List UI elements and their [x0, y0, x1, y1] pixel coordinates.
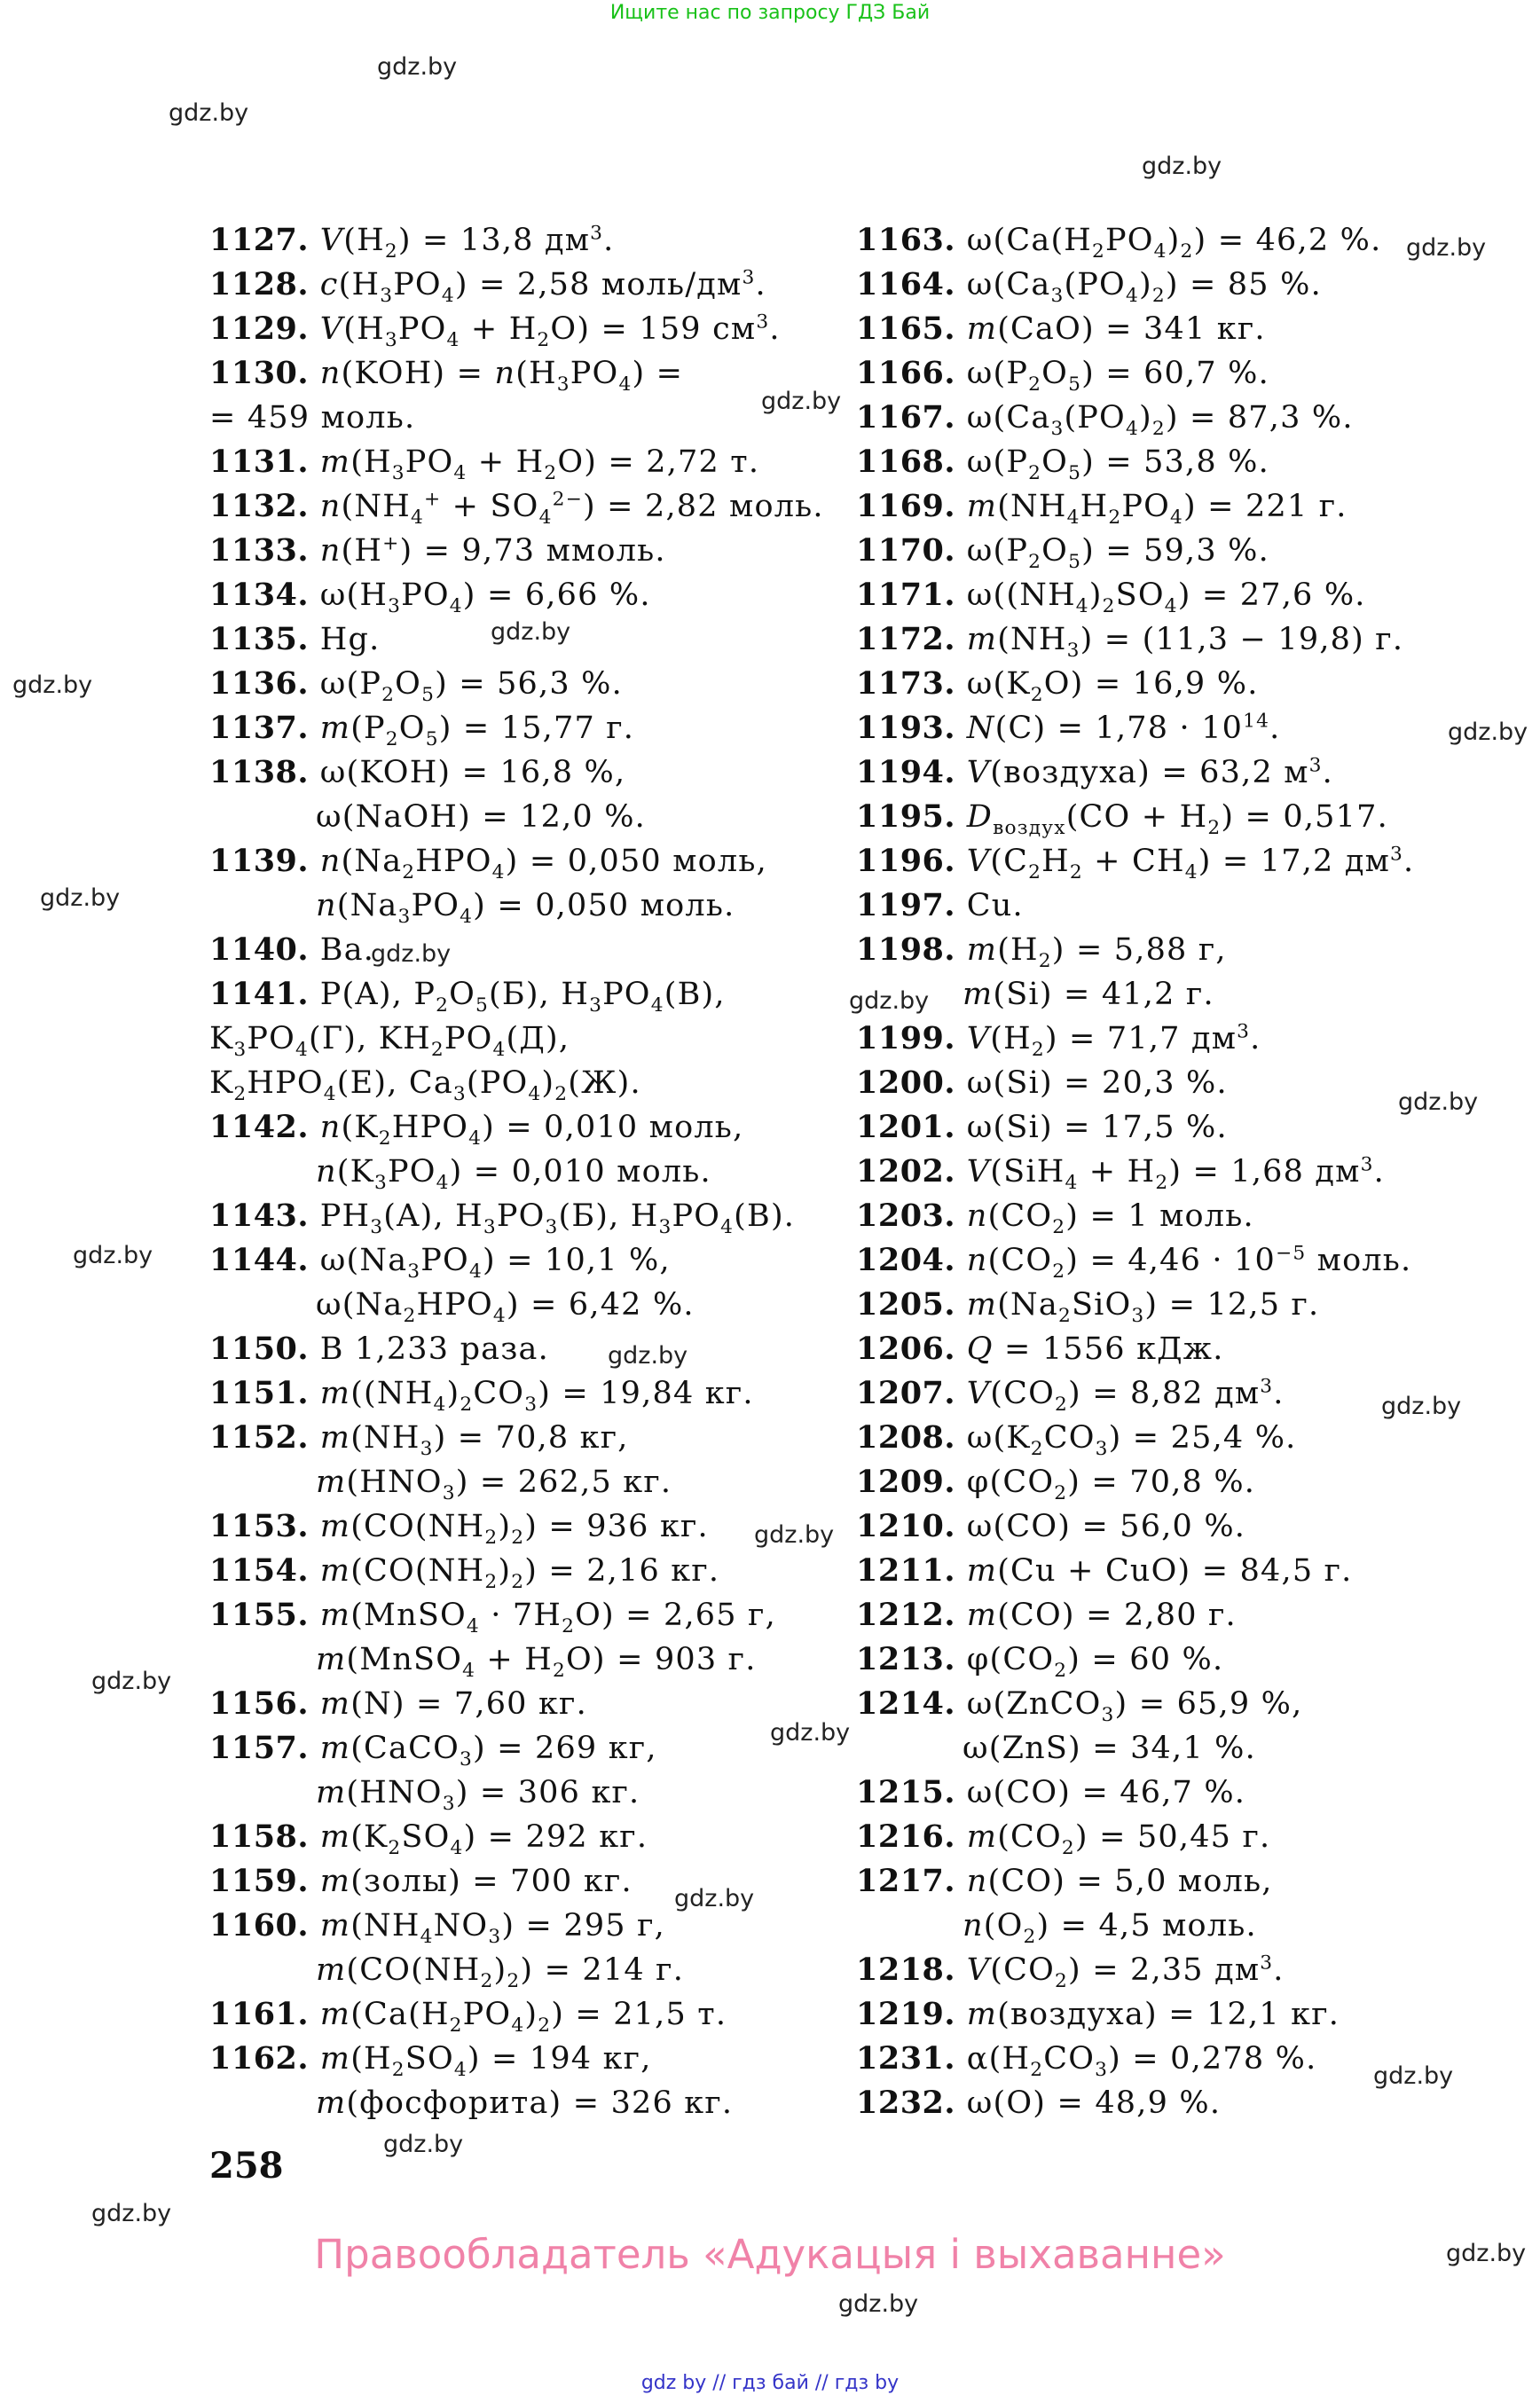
- watermark: gdz.by: [838, 2290, 919, 2318]
- top-banner: Ищите нас по запросу ГДЗ Бай: [609, 2, 931, 24]
- answer-line: [209, 1682, 848, 1726]
- watermark: gdz.by: [608, 1342, 688, 1370]
- answer-text: Ba.: [319, 932, 375, 968]
- answer-line: [856, 2037, 1495, 2081]
- answer-number: 1139.: [209, 843, 320, 879]
- answer-number: 1205.: [856, 1286, 967, 1323]
- answer-text: $V(H_2) = 13,8$ $дм^3$.: [319, 222, 615, 263]
- answer-line: [856, 1194, 1495, 1238]
- bottom-banner: gdz by // гдз бай // гдз by: [640, 2372, 900, 2394]
- answer-line: [856, 706, 1495, 750]
- answer-text: $\varphi(CO_2) = 60$ %.: [966, 1642, 1224, 1682]
- answer-number: 1206.: [856, 1331, 967, 1367]
- answer-number: 1160.: [209, 1907, 320, 1944]
- answer-line: [856, 1815, 1495, 1859]
- answer-number: 1144.: [209, 1242, 320, 1278]
- answer-number: 1164.: [856, 266, 967, 302]
- watermark: gdz.by: [761, 388, 842, 415]
- answer-text: $m(H_2) = 5,88$ г,: [966, 932, 1227, 972]
- answer-text: Hg.: [319, 622, 381, 657]
- answer-text: $PH_3(A)$, $H_3PO_3(Б)$, $H_3PO_4(В)$.: [319, 1198, 796, 1238]
- watermark: gdz.by: [770, 1719, 851, 1747]
- answer-line: [856, 2081, 1495, 2125]
- answer-text: $n(CO_2) = 1$ моль.: [966, 1198, 1254, 1238]
- answer-line: [209, 1771, 848, 1815]
- answer-text: P(A), $P_2O_5(Б)$, $H_3PO_4(В)$,: [319, 977, 726, 1017]
- answer-text: $\omega(Ca(H_2PO_4)_2) = 46,2$ %.: [966, 223, 1382, 263]
- answer-number: 1131.: [209, 444, 320, 480]
- answer-number: 1193.: [856, 710, 967, 746]
- answer-text: $\omega(P_2O_5) = 60,7$ %.: [966, 356, 1269, 396]
- answers-right-column: [856, 218, 1495, 2125]
- answer-line: [856, 750, 1495, 795]
- watermark: gdz.by: [12, 671, 93, 699]
- answer-line: [209, 1815, 848, 1859]
- answer-number: 1202.: [856, 1153, 967, 1190]
- answer-text: $\omega(P_2O_5) = 53,8$ %.: [966, 444, 1269, 484]
- answer-number: 1211.: [856, 1552, 967, 1589]
- answer-number: 1166.: [856, 355, 967, 391]
- answer-line: [856, 662, 1495, 706]
- answer-number: 1156.: [209, 1685, 320, 1722]
- answer-line: [856, 573, 1495, 617]
- answer-line: [856, 1238, 1495, 1283]
- answer-text: ω(ZnS) = 34,1 %.: [962, 1731, 1256, 1766]
- answer-number: 1232.: [856, 2085, 967, 2121]
- answer-line: [209, 484, 848, 529]
- answer-number: 1151.: [209, 1375, 320, 1411]
- watermark: gdz.by: [849, 987, 930, 1015]
- answer-number: 1200.: [856, 1064, 967, 1101]
- answer-number: 1135.: [209, 621, 320, 657]
- answer-number: 1208.: [856, 1419, 967, 1456]
- answer-line: [209, 573, 848, 617]
- answer-text: ω(CO) = 56,0 %.: [966, 1509, 1246, 1544]
- answer-text: $m((NH_4)_2CO_3) = 19,84$ кг.: [319, 1376, 754, 1416]
- answer-text: m(MnSO$_4$ + $H_2O) = 903$ г.: [316, 1642, 757, 1682]
- answer-text: В 1,233 раза.: [319, 1331, 549, 1367]
- answer-text: m(CO) = 2,80 г.: [966, 1598, 1237, 1633]
- answer-line: [856, 1416, 1495, 1460]
- answer-line: [209, 1061, 848, 1105]
- answer-line: [209, 1504, 848, 1549]
- watermark: gdz.by: [1381, 1393, 1462, 1420]
- answer-number: 1159.: [209, 1863, 320, 1899]
- answer-text: $N(C) = 1,78 \cdot 10^{14}$.: [966, 710, 1281, 746]
- answer-line: [209, 928, 848, 972]
- answer-line: [209, 218, 848, 263]
- answer-line: [209, 351, 848, 396]
- answer-text: $m(NH_4H_2PO_4) = 221$ г.: [966, 489, 1348, 529]
- answer-line: [856, 1371, 1495, 1416]
- answer-line: [209, 795, 848, 839]
- answer-text: m(Si) = 41,2 г.: [962, 977, 1214, 1012]
- answer-text: $n(O_2) = 4,5$ моль.: [962, 1908, 1257, 1948]
- page-number: 258: [209, 2145, 284, 2187]
- watermark: gdz.by: [383, 2131, 464, 2158]
- answer-number: 1213.: [856, 1641, 967, 1677]
- answer-line: [209, 1327, 848, 1371]
- answer-text: $V(C_2H_2 + CH_4) = 17,2$ $дм^3$.: [966, 843, 1415, 883]
- answer-number: 1168.: [856, 444, 967, 480]
- answer-text: = 459 моль.: [209, 400, 416, 436]
- answer-line: [856, 1726, 1495, 1771]
- watermark: gdz.by: [491, 618, 571, 646]
- answer-number: 1209.: [856, 1464, 967, 1500]
- answer-line: [856, 1017, 1495, 1061]
- answer-text: $m(H_2SO_4) = 194$ кг,: [319, 2041, 652, 2081]
- answer-text: $\varphi(CO_2) = 70,8$ %.: [966, 1465, 1256, 1504]
- watermark: gdz.by: [1446, 2240, 1527, 2267]
- watermark: gdz.by: [1373, 2062, 1454, 2090]
- answer-line: [856, 795, 1495, 839]
- answer-number: 1155.: [209, 1597, 320, 1633]
- answer-text: m(воздуха) = 12,1 кг.: [966, 1997, 1340, 2032]
- answer-number: 1199.: [856, 1020, 967, 1056]
- answer-line: [856, 440, 1495, 484]
- watermark: gdz.by: [1398, 1088, 1479, 1116]
- answer-number: 1198.: [856, 931, 967, 968]
- answer-text: Q = 1556 кДж.: [966, 1331, 1224, 1367]
- answer-number: 1127.: [209, 222, 320, 258]
- watermark: gdz.by: [1142, 153, 1222, 180]
- answer-text: $m(P_2O_5) = 15,77$ г.: [319, 711, 635, 750]
- answer-line: [209, 1150, 848, 1194]
- answer-text: m(фосфорита) = 326 кг.: [316, 2085, 734, 2121]
- answer-line: [856, 1549, 1495, 1593]
- answer-number: 1162.: [209, 2040, 320, 2077]
- answer-text: $n(Na_3PO_4) = 0,050$ моль.: [316, 888, 735, 928]
- answer-text: $K_3PO_4(Г)$, $KH_2PO_4(Д)$,: [209, 1021, 570, 1061]
- answer-line: [856, 218, 1495, 263]
- answer-line: [209, 617, 848, 662]
- answer-number: 1157.: [209, 1730, 320, 1766]
- answer-text: $c(H_3PO_4) = 2,58$ моль/$дм^3$.: [319, 266, 766, 307]
- answer-line: [856, 1904, 1495, 1948]
- answer-text: $m(K_2SO_4) = 292$ кг.: [319, 1819, 648, 1859]
- watermark: gdz.by: [73, 1242, 153, 1269]
- answer-text: m(Cu + CuO) = 84,5 г.: [966, 1553, 1353, 1589]
- watermark: gdz.by: [371, 940, 452, 968]
- answer-text: $V(H_3PO_4 + H_2O) = 159$ $см^3$.: [319, 310, 781, 351]
- answer-line: [856, 1327, 1495, 1371]
- answer-number: 1201.: [856, 1109, 967, 1145]
- answer-number: 1154.: [209, 1552, 320, 1589]
- answer-line: [856, 529, 1495, 573]
- answer-line: [209, 440, 848, 484]
- answer-number: 1143.: [209, 1198, 320, 1234]
- answer-line: [209, 1549, 848, 1593]
- answer-text: $m(CO(NH_2)_2) = 936$ кг.: [319, 1509, 709, 1549]
- answer-line: [209, 1593, 848, 1637]
- answer-line: [209, 1416, 848, 1460]
- answer-line: [856, 351, 1495, 396]
- answer-text: n(CO) = 5,0 моль,: [966, 1864, 1273, 1899]
- answer-text: $m(CO(NH_2)_2) = 2,16$ кг.: [319, 1553, 720, 1593]
- answer-number: 1219.: [856, 1996, 967, 2032]
- answer-line: [856, 1948, 1495, 1992]
- answer-number: 1212.: [856, 1597, 967, 1633]
- answer-text: $\omega(K_2O) = 16,9$ %.: [966, 666, 1259, 706]
- answer-text: $D_{воздух}(CO + H_2) = 0,517$.: [966, 799, 1388, 839]
- answer-line: [209, 972, 848, 1017]
- answer-line: [209, 263, 848, 307]
- answer-number: 1172.: [856, 621, 967, 657]
- answer-text: ω(O) = 48,9 %.: [966, 2085, 1222, 2121]
- answer-line: [209, 1992, 848, 2037]
- answer-line: [209, 883, 848, 928]
- answer-line: [856, 1504, 1495, 1549]
- watermark: gdz.by: [674, 1885, 755, 1912]
- answer-text: $\omega(Ca_3(PO_4)_2) = 85$ %.: [966, 267, 1322, 307]
- answer-text: $n(K_3PO_4) = 0,010$ моль.: [316, 1154, 711, 1194]
- answer-text: $m(H_3PO_4 + H_2O) = 2,72$ т.: [319, 444, 760, 484]
- answer-line: [856, 1593, 1495, 1637]
- answer-text: $m(Ca(H_2PO_4)_2) = 21,5$ т.: [319, 1997, 727, 2037]
- answer-number: 1196.: [856, 843, 967, 879]
- answer-number: 1167.: [856, 399, 967, 436]
- answer-line: [209, 1948, 848, 1992]
- answer-line: [856, 1283, 1495, 1327]
- answer-text: $m(NH_4NO_3) = 295$ г,: [319, 1908, 665, 1948]
- answer-line: [209, 1194, 848, 1238]
- answer-number: 1150.: [209, 1331, 320, 1367]
- answer-line: [209, 1017, 848, 1061]
- answer-text: $m(HNO_3) = 306$ кг.: [316, 1775, 640, 1815]
- answer-line: [856, 839, 1495, 883]
- answer-text: $V(SiH_4 + H_2) = 1,68$ $дм^3$.: [966, 1153, 1385, 1194]
- answer-number: 1134.: [209, 577, 320, 613]
- answer-text: $K_2HPO_4(Е)$, $Ca_3(PO_4)_2(Ж)$.: [209, 1065, 641, 1105]
- answer-text: $n(KOH) = n(H_3PO_4)$ =: [319, 356, 684, 396]
- answer-text: $\omega(K_2CO_3) = 25,4$ %.: [966, 1420, 1297, 1460]
- answer-text: ω(ZnCO$_3$) = 65,9 %,: [966, 1686, 1303, 1726]
- answer-line: [209, 1371, 848, 1416]
- answer-line: [209, 1904, 848, 1948]
- answer-line: [209, 750, 848, 795]
- answer-line: [209, 396, 848, 440]
- answer-number: 1128.: [209, 266, 320, 302]
- answer-number: 1165.: [856, 310, 967, 347]
- answer-line: [856, 1771, 1495, 1815]
- answer-number: 1136.: [209, 665, 320, 702]
- answer-line: [856, 1637, 1495, 1682]
- answer-number: 1137.: [209, 710, 320, 746]
- answer-line: [209, 2037, 848, 2081]
- answer-number: 1171.: [856, 577, 967, 613]
- answer-number: 1152.: [209, 1419, 320, 1456]
- answer-text: $\omega(P_2O_5) = 56,3$ %.: [319, 666, 623, 706]
- watermark: gdz.by: [91, 2200, 172, 2227]
- answer-number: 1204.: [856, 1242, 967, 1278]
- answer-number: 1169.: [856, 488, 967, 524]
- answer-number: 1195.: [856, 798, 967, 835]
- answer-number: 1138.: [209, 754, 320, 790]
- answer-number: 1173.: [856, 665, 967, 702]
- answer-line: [856, 1992, 1495, 2037]
- answer-text: $m(CO(NH_2)_2) = 214$ г.: [316, 1952, 685, 1992]
- answer-line: [209, 839, 848, 883]
- answer-text: ω(Si) = 17,5 %.: [966, 1110, 1228, 1145]
- answer-number: 1153.: [209, 1508, 320, 1544]
- answer-number: 1163.: [856, 222, 967, 258]
- answer-text: $m(Na_2SiO_3) = 12,5$ г.: [966, 1287, 1320, 1327]
- answer-text: $\omega(Na_2HPO_4) = 6,42$ %.: [316, 1287, 695, 1327]
- answer-text: ω(NaOH) = 12,0 %.: [316, 799, 646, 835]
- answer-number: 1141.: [209, 976, 320, 1012]
- answer-number: 1218.: [856, 1951, 967, 1988]
- answer-line: [856, 617, 1495, 662]
- answer-number: 1129.: [209, 310, 320, 347]
- answer-line: [856, 484, 1495, 529]
- answer-line: [856, 1460, 1495, 1504]
- answer-text: $\omega(P_2O_5) = 59,3$ %.: [966, 533, 1269, 573]
- answer-line: [209, 1238, 848, 1283]
- answer-line: [209, 1460, 848, 1504]
- answer-number: 1158.: [209, 1818, 320, 1855]
- answer-number: 1231.: [856, 2040, 967, 2077]
- answer-number: 1214.: [856, 1685, 967, 1722]
- answer-line: [209, 706, 848, 750]
- answer-line: [856, 928, 1495, 972]
- answer-line: [856, 396, 1495, 440]
- answer-text: m(N) = 7,60 кг.: [319, 1686, 587, 1722]
- answer-text: m(золы) = 700 кг.: [319, 1864, 632, 1899]
- answer-number: 1170.: [856, 532, 967, 569]
- answer-line: [209, 307, 848, 351]
- answer-number: 1133.: [209, 532, 320, 569]
- watermark: gdz.by: [754, 1521, 835, 1549]
- watermark: gdz.by: [91, 1668, 172, 1695]
- answer-text: $n(CO_2) = 4,46 \cdot 10^{-5}$ моль.: [966, 1242, 1412, 1283]
- answer-line: [856, 263, 1495, 307]
- answer-line: [209, 1726, 848, 1771]
- answer-line: [209, 1637, 848, 1682]
- watermark: gdz.by: [1448, 719, 1528, 746]
- answer-text: V(воздуха) = 63,2 $м^3$.: [966, 754, 1333, 790]
- answer-text: $\omega(Na_3PO_4) = 10,1$ %,: [319, 1243, 671, 1283]
- answer-line: [856, 1859, 1495, 1904]
- answer-number: 1142.: [209, 1109, 320, 1145]
- answer-text: $V(H_2) = 71,7$ $дм^3$.: [966, 1020, 1261, 1061]
- watermark: gdz.by: [377, 53, 458, 81]
- answer-line: [209, 1859, 848, 1904]
- answer-number: 1132.: [209, 488, 320, 524]
- answer-text: m(CaCO$_3$) = 269 кг,: [319, 1731, 657, 1771]
- answer-text: $m(CO_2) = 50,45$ г.: [966, 1819, 1271, 1859]
- watermark: gdz.by: [40, 884, 121, 912]
- answer-number: 1140.: [209, 931, 320, 968]
- answer-text: $n(K_2HPO_4) = 0,010$ моль,: [319, 1110, 744, 1150]
- answer-line: [856, 1061, 1495, 1105]
- answer-number: 1161.: [209, 1996, 320, 2032]
- answer-line: [856, 307, 1495, 351]
- answer-text: ω(KOH) = 16,8 %,: [319, 755, 626, 790]
- answer-line: [209, 662, 848, 706]
- answer-line: [856, 972, 1495, 1017]
- answer-text: m(MnSO$_4$ · $7H_2O) = 2,65$ г,: [319, 1598, 776, 1637]
- answer-number: 1217.: [856, 1863, 967, 1899]
- answer-text: Cu.: [966, 888, 1024, 923]
- answer-number: 1215.: [856, 1774, 967, 1810]
- answer-text: $m(NH_3) = 70,8$ кг,: [319, 1420, 629, 1460]
- answer-number: 1197.: [856, 887, 967, 923]
- answer-number: 1194.: [856, 754, 967, 790]
- answer-line: [856, 1682, 1495, 1726]
- answer-line: [856, 1150, 1495, 1194]
- answer-line: [209, 1105, 848, 1150]
- answer-number: 1203.: [856, 1198, 967, 1234]
- answer-number: 1207.: [856, 1375, 967, 1411]
- answer-text: ω(Si) = 20,3 %.: [966, 1065, 1228, 1101]
- answer-text: $m(HNO_3) = 262,5$ кг.: [316, 1465, 672, 1504]
- answer-line: [209, 1283, 848, 1327]
- answer-line: [856, 1105, 1495, 1150]
- answer-text: $\omega(H_3PO_4) = 6,66$ %.: [319, 577, 651, 617]
- answer-line: [209, 529, 848, 573]
- answers-left-column: [209, 218, 851, 2125]
- answer-number: 1216.: [856, 1818, 967, 1855]
- answer-text: $\alpha(H_2CO_3) = 0,278$ %.: [966, 2041, 1317, 2081]
- answer-text: $n(NH_4^+ + SO_4^{2-}) = 2,82$ моль.: [319, 488, 824, 529]
- watermark: gdz.by: [169, 99, 249, 127]
- watermark: gdz.by: [1406, 234, 1487, 262]
- answer-text: ω(CO) = 46,7 %.: [966, 1775, 1246, 1810]
- answer-text: $\omega((NH_4)_2SO_4) = 27,6$ %.: [966, 577, 1366, 617]
- copyright-notice: Правообладатель «Адукацыя і выхаванне»: [314, 2231, 1226, 2278]
- answer-text: n(H+) = 9,73 ммоль.: [319, 532, 666, 569]
- answer-line: [209, 2081, 848, 2125]
- answer-text: m(CaO) = 341 кг.: [966, 311, 1266, 347]
- answer-text: $\omega(Ca_3(PO_4)_2) = 87,3$ %.: [966, 400, 1354, 440]
- answer-number: 1130.: [209, 355, 320, 391]
- answer-text: $n(Na_2HPO_4) = 0,050$ моль,: [319, 844, 767, 883]
- answer-line: [856, 883, 1495, 928]
- answer-text: $m(NH_3) = (11,3 - 19,8)$ г.: [966, 622, 1404, 662]
- answer-text: $V(CO_2) = 2,35$ $дм^3$.: [966, 1951, 1285, 1992]
- answer-number: 1210.: [856, 1508, 967, 1544]
- answer-text: $V(CO_2) = 8,82$ $дм^3$.: [966, 1375, 1285, 1416]
